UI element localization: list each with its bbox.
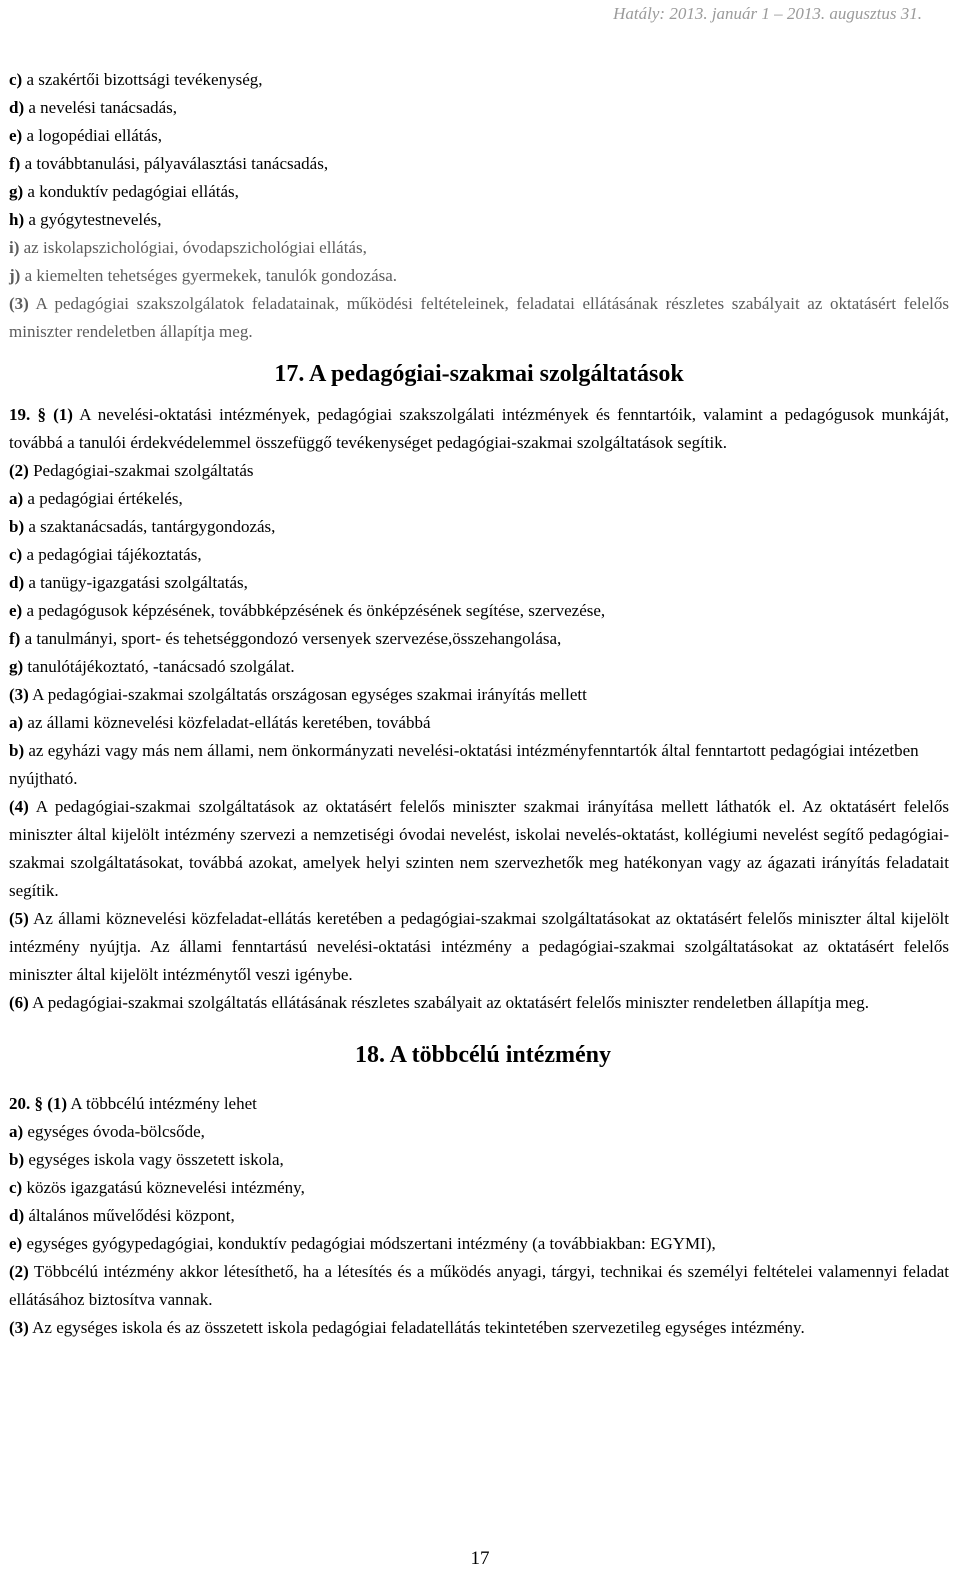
list-item <box>9 737 949 765</box>
paragraph-text: A pedagógiai-szakmai szolgáltatás ellátásának részletes szabályait az oktatásért felelős miniszter rendeletben állapítja meg. <box>28 993 870 1012</box>
item-label: f) <box>9 629 21 648</box>
item-text: a tanulmányi, sport- és tehetséggondozó versenyek szervezése,összehangolása, <box>20 629 562 648</box>
item-text: a nevelési tanácsadás, <box>24 98 178 117</box>
item-label: a) <box>9 489 24 508</box>
paragraph-label: (6) <box>9 993 29 1012</box>
list-item <box>9 597 949 625</box>
paragraph-label: (3) <box>9 685 29 704</box>
list-item <box>9 94 949 122</box>
paragraph-text: nyújtható. <box>9 769 78 788</box>
item-text: a pedagógiai tájékoztatás, <box>22 545 202 564</box>
item-text: az állami köznevelési közfeladat-ellátás keretében, továbbá <box>23 713 431 732</box>
list-item <box>9 178 949 206</box>
paragraph-text: A pedagógiai-szakmai szolgáltatások az oktatásért felelős miniszter szakmai irányítása mellett láthatók el. Az oktatásért felelős miniszter által kijelölt intézmény szervezi a nemzetiségi óvodai nevelést, iskolai nevelés-oktatást, kollégiumi nevelést segítő pedagógiai-szakmai szolgáltatásokat, továbbá azokat, amelyek helyi szinten nem szervezhetők meg hatékonyan vagy az ágazati irányítás feladatait segítik. <box>9 797 949 900</box>
paragraph-19-1 <box>9 401 949 457</box>
paragraph-19-6 <box>9 989 949 1017</box>
item-text: a logopédiai ellátás, <box>22 126 162 145</box>
paragraph-label: (4) <box>9 797 29 816</box>
item-text: a konduktív pedagógiai ellátás, <box>23 182 239 201</box>
list-item <box>9 541 949 569</box>
item-label: a) <box>9 713 24 732</box>
validity-header: Hatály: 2013. január 1 – 2013. augusztus 31. <box>613 4 922 23</box>
paragraph-20-3 <box>9 1314 949 1342</box>
item-text: általános művelődési központ, <box>24 1206 235 1225</box>
item-text: egységes óvoda-bölcsőde, <box>23 1122 205 1141</box>
section-sign: § <box>30 1094 43 1113</box>
item-label: e) <box>9 126 23 145</box>
paragraph-label: (1) <box>45 405 73 424</box>
paragraph-19-2 <box>9 457 949 485</box>
paragraph-text: A pedagógiai szakszolgálatok feladatainak, működési feltételeinek, feladatai ellátásának részletes szabályait az oktatásért felelős miniszter rendeletben állapítja meg. <box>9 294 949 341</box>
paragraph-20-1 <box>9 1090 949 1118</box>
item-text: a továbbtanulási, pályaválasztási tanácsadás, <box>20 154 329 173</box>
paragraph-19-5 <box>9 905 949 989</box>
paragraph-text: Az állami köznevelési közfeladat-ellátás keretében a pedagógiai-szakmai szolgáltatásokat az oktatásért felelős miniszter által kijelölt intézmény nyújtja. Az állami fenntartású nevelési-oktatási intézmény a pedagógiai-szakmai szolgáltatásokat az oktatásért felelős miniszter által kijelölt intézménytől veszi igénybe. <box>9 909 949 984</box>
item-text: a kiemelten tehetséges gyermekek, tanulók gondozása. <box>20 266 398 285</box>
list-item <box>9 653 949 681</box>
item-text: a szakértői bizottsági tevékenység, <box>22 70 263 89</box>
item-text: a szaktanácsadás, tantárgygondozás, <box>24 517 276 536</box>
section-18-title: 18. A többcélú intézmény <box>355 1042 611 1068</box>
item-text: a gyógytestnevelés, <box>24 210 162 229</box>
paragraph-label: (2) <box>9 1262 29 1281</box>
item-label: g) <box>9 657 24 676</box>
item-text: a tanügy-igazgatási szolgáltatás, <box>24 573 248 592</box>
paragraph-label: (5) <box>9 909 29 928</box>
list-item <box>9 66 949 94</box>
item-label: c) <box>9 545 23 564</box>
item-text: egységes iskola vagy összetett iskola, <box>24 1150 284 1169</box>
list-item <box>9 150 949 178</box>
item-text: egységes gyógypedagógiai, konduktív pedagógiai módszertani intézmény (a továbbiakban: EGYMI), <box>22 1234 716 1253</box>
item-label: d) <box>9 573 25 592</box>
item-label: h) <box>9 210 25 229</box>
paragraph-text: Többcélú intézmény akkor létesíthető, ha a létesítés és a működés anyagi, tárgyi, technikai és személyi feltételei valamennyi feladat ellátásához biztosítva vannak. <box>9 1262 949 1309</box>
section-sign: § <box>30 405 46 424</box>
item-label: b) <box>9 517 25 536</box>
paragraph-label: (3) <box>9 294 29 313</box>
list-item <box>9 513 949 541</box>
item-text: az egyházi vagy más nem állami, nem önkormányzati nevelési-oktatási intézményfenntartók által fenntartott pedagógiai intézetben <box>24 741 919 760</box>
paragraph-text: A többcélú intézmény lehet <box>67 1094 257 1113</box>
section-number: 19. <box>9 405 31 424</box>
list-item <box>9 262 949 290</box>
paragraph-text: A pedagógiai-szakmai szolgáltatás országosan egységes szakmai irányítás mellett <box>28 685 587 704</box>
list-item <box>9 1230 949 1258</box>
list-item <box>9 1202 949 1230</box>
paragraph-text: Az egységes iskola és az összetett iskola pedagógiai feladatellátás tekintetében szervezetileg egységes intézmény. <box>28 1318 805 1337</box>
item-label: g) <box>9 182 24 201</box>
paragraph-text: A nevelési-oktatási intézmények, pedagógiai szakszolgálati intézmények és fenntartóik, valamint a pedagógusok munkáját, továbbá a tanulói érdekvédelemmel összefüggő tevékenységet pedagógiai-szakmai szolgáltatások segítik. <box>9 405 950 452</box>
item-label: f) <box>9 154 21 173</box>
paragraph-label: (2) <box>9 461 29 480</box>
list-item <box>9 1174 949 1202</box>
item-label: c) <box>9 70 23 89</box>
item-label: d) <box>9 98 25 117</box>
item-text: a pedagógusok képzésének, továbbképzésének és önképzésének segítése, szervezése, <box>22 601 606 620</box>
paragraph-text: Pedagógiai-szakmai szolgáltatás <box>28 461 254 480</box>
item-label: b) <box>9 1150 25 1169</box>
section-17-title: 17. A pedagógiai-szakmai szolgáltatások <box>274 361 684 387</box>
item-label: j) <box>9 266 21 285</box>
item-text: az iskolapszichológiai, óvodapszichológiai ellátás, <box>19 238 367 257</box>
item-text: közös igazgatású köznevelési intézmény, <box>22 1178 305 1197</box>
item-label: i) <box>9 238 20 257</box>
document-body <box>9 66 949 1342</box>
list-item <box>9 625 949 653</box>
section-number: 20. <box>9 1094 31 1113</box>
paragraph-label: (1) <box>43 1094 68 1113</box>
item-label: c) <box>9 1178 23 1197</box>
item-label: e) <box>9 601 23 620</box>
item-label: a) <box>9 1122 24 1141</box>
list-item <box>9 569 949 597</box>
list-item <box>9 234 949 262</box>
item-label: e) <box>9 1234 23 1253</box>
list-item <box>9 1118 949 1146</box>
item-text: a pedagógiai értékelés, <box>23 489 183 508</box>
paragraph-label: (3) <box>9 1318 29 1337</box>
item-label: b) <box>9 741 25 760</box>
list-item <box>9 485 949 513</box>
paragraph-19-4 <box>9 793 949 905</box>
page-number: 17 <box>470 1548 490 1569</box>
list-item <box>9 122 949 150</box>
item-text: tanulótájékoztató, -tanácsadó szolgálat. <box>23 657 295 676</box>
list-item <box>9 206 949 234</box>
list-item <box>9 1146 949 1174</box>
item-label: d) <box>9 1206 25 1225</box>
list-item <box>9 709 949 737</box>
paragraph-19-3 <box>9 681 949 709</box>
paragraph-16-3 <box>9 290 949 346</box>
paragraph-20-2 <box>9 1258 949 1314</box>
